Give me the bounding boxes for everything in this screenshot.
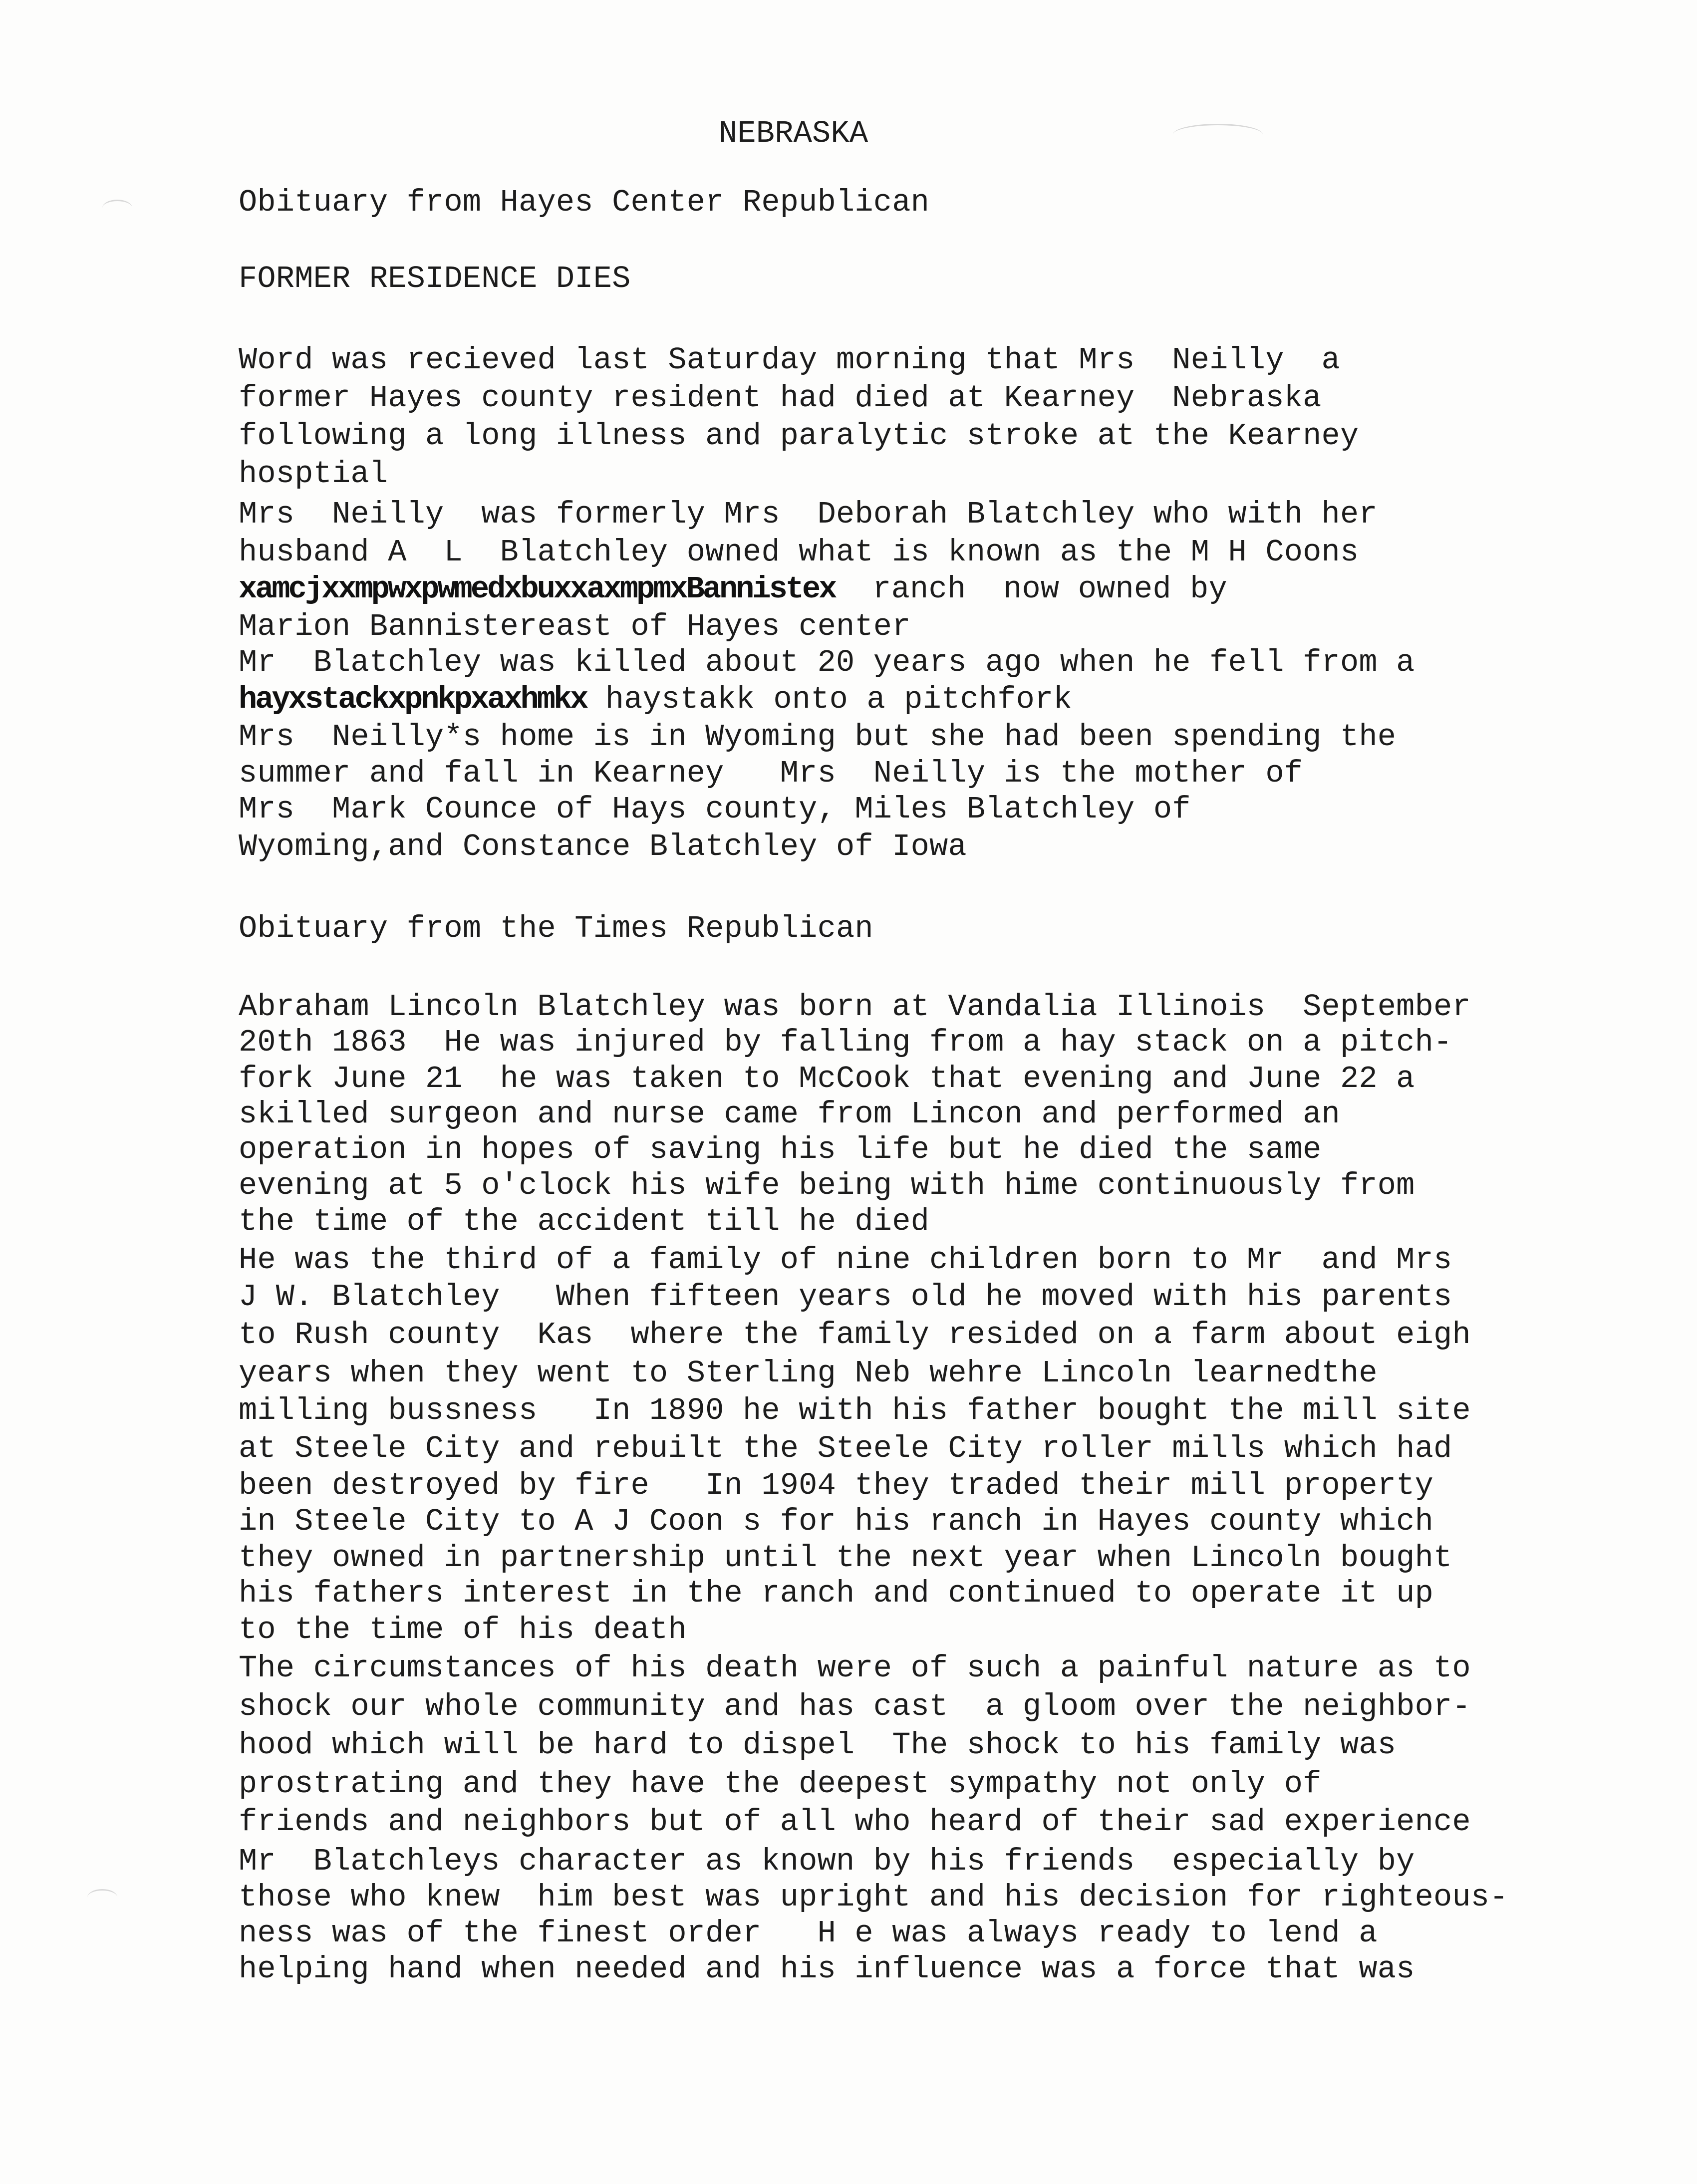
text-line: Mrs Neilly*s home is in Wyoming but she had been spending the — [239, 719, 1397, 755]
text-line: Mrs Neilly was formerly Mrs Deborah Blatchley who with her — [239, 497, 1378, 532]
text-line: milling bussness In 1890 he with his father bought the mill site — [239, 1393, 1471, 1428]
text-line: friends and neighbors but of all who heard of their sad experience — [239, 1804, 1471, 1840]
text-line: those who knew him best was upright and his decision for righteous- — [239, 1880, 1508, 1915]
text-line: He was the third of a family of nine children born to Mr and Mrs — [239, 1242, 1452, 1278]
text-line: they owned in partnership until the next year when Lincoln bought — [239, 1540, 1452, 1576]
text-line: hosptial — [239, 456, 388, 492]
text-line: husband A L Blatchley owned what is known as the M H Coons — [239, 535, 1359, 570]
scan-mark — [1173, 124, 1263, 145]
text-line: the time of the accident till he died — [239, 1204, 930, 1239]
text-line: fork June 21 he was taken to McCook that evening and June 22 a — [239, 1061, 1415, 1096]
text-line: following a long illness and paralytic stroke at the Kearney — [239, 418, 1359, 454]
text-line: Wyoming,and Constance Blatchley of Iowa — [239, 829, 967, 864]
text-line: former Hayes county resident had died at Kearney Nebraska — [239, 380, 1322, 416]
text-line: skilled surgeon and nurse came from Lincon and performed an — [239, 1096, 1340, 1132]
text-fragment: ranch now owned by — [835, 571, 1227, 607]
text-line: Word was recieved last Saturday morning that Mrs Neilly a — [239, 342, 1340, 378]
text-line: Abraham Lincoln Blatchley was born at Vandalia Illinois September — [239, 989, 1471, 1025]
text-line — [239, 682, 1072, 718]
text-line: Mrs Mark Counce of Hays county, Miles Blatchley of — [239, 792, 1191, 827]
text-line: prostrating and they have the deepest sympathy not only of — [239, 1766, 1322, 1802]
text-fragment: haystakk onto a pitchfork — [586, 682, 1072, 717]
scan-mark — [102, 200, 132, 216]
text-line: helping hand when needed and his influence was a force that was — [239, 1951, 1415, 1987]
struck-through-text: xamcjxxmpwxpwmedxbuxxaxmpmxBannistex — [239, 571, 836, 607]
text-line: Mr Blatchleys character as known by his friends especially by — [239, 1844, 1415, 1879]
text-line: 20th 1863 He was injured by falling from a hay stack on a pitch- — [239, 1025, 1452, 1060]
text-line: hood which will be hard to dispel The shock to his family was — [239, 1727, 1397, 1763]
text-line — [239, 571, 1227, 607]
text-line: to the time of his death — [239, 1612, 687, 1647]
article-headline: FORMER RESIDENCE DIES — [239, 261, 631, 296]
text-line: J W. Blatchley When fifteen years old he moved with his parents — [239, 1279, 1452, 1315]
text-line: at Steele City and rebuilt the Steele City roller mills which had — [239, 1431, 1452, 1466]
state-heading: NEBRASKA — [719, 116, 868, 151]
scan-mark — [87, 1889, 117, 1906]
text-line: ness was of the finest order H e was always ready to lend a — [239, 1915, 1378, 1951]
text-line: to Rush county Kas where the family resided on a farm about eigh — [239, 1317, 1471, 1353]
text-line: years when they went to Sterling Neb wehre Lincoln learnedthe — [239, 1356, 1378, 1391]
text-line: been destroyed by fire In 1904 they traded their mill property — [239, 1468, 1433, 1503]
source-title: Obituary from the Times Republican — [239, 911, 873, 946]
text-line: his fathers interest in the ranch and continued to operate it up — [239, 1576, 1433, 1611]
text-line: shock our whole community and has cast a gloom over the neighbor- — [239, 1689, 1471, 1724]
text-line: operation in hopes of saving his life but he died the same — [239, 1132, 1322, 1167]
text-line: summer and fall in Kearney Mrs Neilly is the mother of — [239, 756, 1303, 791]
text-line: in Steele City to A J Coon s for his ranch in Hayes county which — [239, 1504, 1433, 1539]
text-line: The circumstances of his death were of such a painful nature as to — [239, 1650, 1471, 1686]
struck-through-text: hayxstackxpnkpxaxhmkx — [239, 682, 587, 717]
source-title: Obituary from Hayes Center Republican — [239, 185, 930, 220]
text-line: Marion Bannistereast of Hayes center — [239, 609, 911, 644]
text-line: Mr Blatchley was killed about 20 years ago when he fell from a — [239, 645, 1415, 680]
text-line: evening at 5 o'clock his wife being with hime continuously from — [239, 1168, 1415, 1203]
